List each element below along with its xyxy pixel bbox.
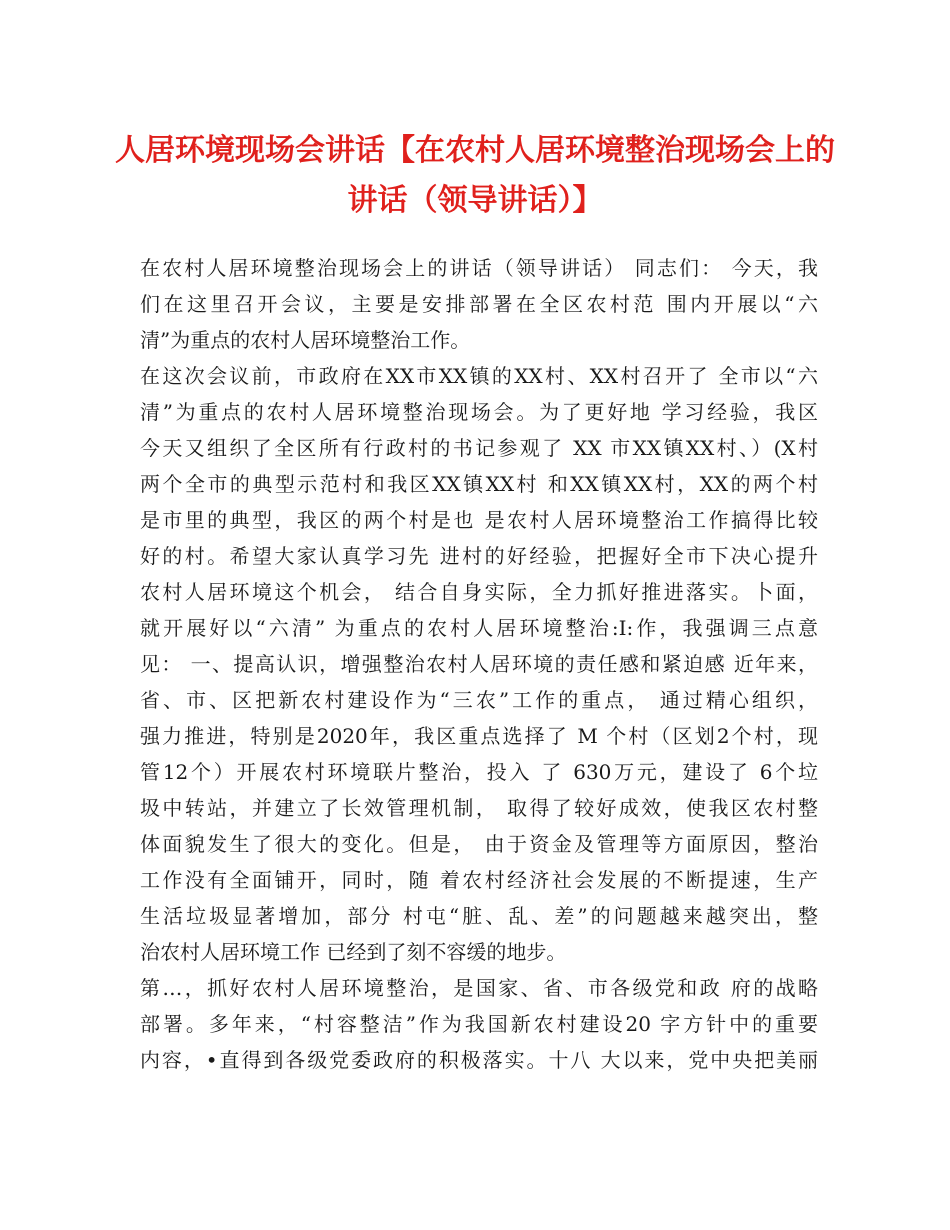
body-line: 工作没有全面铺开，同时，随 着农村经济社会发展的不断提速，生产 (140, 868, 818, 892)
title-line: 人居环境现场会讲话【在农村人居环境整治现场会上的 (115, 133, 835, 168)
body-line: 省、市、区把新农村建设作为“三农”工作的重点， 通过精心组织， (140, 688, 818, 712)
body-line: 部署。多年来，“村容整洁”作为我国新农村建设20 字方针中的重要 (140, 1012, 818, 1036)
document-title (60, 126, 890, 226)
title-line: 讲话（领导讲话）】 (347, 183, 603, 218)
body-line: 农村人居环境这个机会， 结合自身实际，全力抓好推进落实。卜面， (140, 580, 818, 604)
body-line: 体面貌发生了很大的变化。但是， 由于资金及管理等方面原因，整治 (140, 832, 818, 856)
body-line: 在农村人居环境整治现场会上的讲话（领导讲话） 同志们： 今天，我 (140, 256, 818, 280)
body-line: 清”为重点的农村人居环境整治工作。 (140, 328, 471, 352)
body-line: 管12个）开展农村环境联片整治，投入 了 630万元，建设了 6个垃 (140, 760, 818, 784)
body-line: 就开展好以“六清” 为重点的农村人居环境整治:I:作，我强调三点意 (140, 616, 818, 640)
body-line: 内容，•直得到各级党委政府的积极落实。十八 大以来，党中央把美丽 (140, 1048, 818, 1072)
body-line: 圾中转站，并建立了长效管理机制， 取得了较好成效，使我区农村整 (140, 796, 818, 820)
document-body (140, 250, 818, 1078)
body-line: 治农村人居环境工作 已经到了刻不容缓的地步。 (140, 940, 567, 964)
body-line: 第…，抓好农村人居环境整治，是国家、省、市各级党和政 府的战略 (140, 976, 818, 1000)
body-line: 见： 一、提高认识，增强整治农村人居环境的责任感和紧迫感 近年来， (140, 652, 818, 676)
body-line: 生活垃圾显著增加，部分 村屯“脏、乱、差”的问题越来越突出，整 (140, 904, 818, 928)
body-line: 清”为重点的农村人居环境整治现场会。为了更好地 学习经验，我区 (140, 400, 818, 424)
body-line: 两个全市的典型示范村和我区XX镇XX村 和XX镇XX村，XX的两个村 (140, 472, 818, 496)
body-line: 强力推进，特别是2020年，我区重点选择了 M 个村（区划2个村，现 (140, 724, 818, 748)
body-line: 好的村。希望大家认真学习先 进村的好经验，把握好全市下决心提升 (140, 544, 818, 568)
body-line: 在这次会议前，市政府在XX市XX镇的XX村、XX村召开了 全市以“六 (140, 364, 818, 388)
body-line: 们在这里召开会议，主要是安排部署在全区农村范 围内开展以“六 (140, 292, 818, 316)
body-line: 今天又组织了全区所有行政村的书记参观了 XX 市XX镇XX村、）(X村 (140, 436, 818, 460)
body-line: 是市里的典型，我区的两个村是也 是农村人居环境整治工作搞得比较 (140, 508, 818, 532)
